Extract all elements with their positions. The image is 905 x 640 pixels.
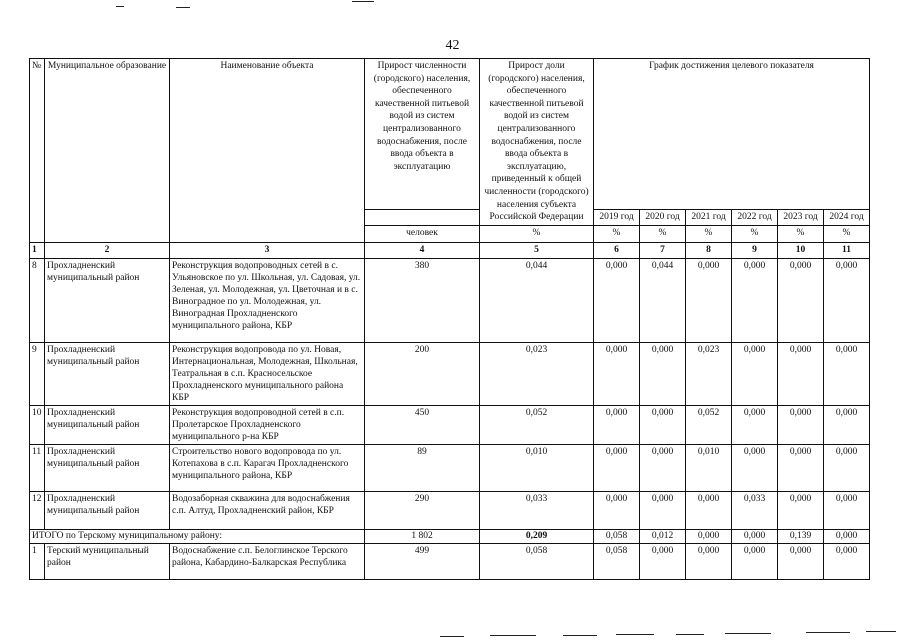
page-number: 42 [445, 38, 460, 53]
column-number: 4 [365, 243, 480, 259]
row-2022: 0,000 [732, 343, 778, 406]
row-municipality: Прохладненский муниципальный район [45, 445, 170, 492]
row-share: 0,033 [480, 492, 594, 530]
total-2020: 0,012 [640, 530, 686, 544]
year-header: 2022 год [732, 210, 778, 226]
unit-percent: % [640, 226, 686, 243]
row-people: 380 [365, 259, 480, 343]
total-2021: 0,000 [686, 530, 732, 544]
row-num: 1 [30, 544, 45, 580]
row-2023: 0,000 [778, 343, 824, 406]
row-2021: 0,010 [686, 445, 732, 492]
header-growth-population: Прирост численности (городского) населения, обеспеченного качественной питьевой водой из систем централизованного водоснабжения, после ввода объекта в эксплуатацию [365, 59, 480, 210]
row-people: 290 [365, 492, 480, 530]
unit-percent: % [480, 226, 594, 243]
row-2019: 0,000 [594, 259, 640, 343]
unit-people: человек [365, 226, 480, 243]
scan-artifact [352, 1, 374, 2]
scan-artifact [806, 632, 850, 633]
year-header: 2023 год [778, 210, 824, 226]
row-object: Водозаборная скважина для водоснабжения с.п. Алтуд, Прохладненский район, КБР [170, 492, 365, 530]
header-schedule: График достижения целевого показателя [594, 59, 870, 210]
table-row [30, 259, 870, 343]
scan-artifact [176, 7, 190, 8]
row-2020: 0,000 [640, 406, 686, 445]
row-object: Реконструкция водопроводной сетей в с.п. Пролетарское Прохладненского муниципального р-на КБР [170, 406, 365, 445]
row-2024: 0,000 [824, 492, 870, 530]
row-share: 0,058 [480, 544, 594, 580]
row-2023: 0,000 [778, 544, 824, 580]
row-2020: 0,000 [640, 544, 686, 580]
column-number: 9 [732, 243, 778, 259]
column-numbers-row [30, 243, 870, 259]
row-num: 11 [30, 445, 45, 492]
row-2022: 0,000 [732, 445, 778, 492]
header-row [30, 59, 870, 210]
total-row [30, 530, 870, 544]
row-2019: 0,000 [594, 406, 640, 445]
row-2020: 0,044 [640, 259, 686, 343]
total-2024: 0,000 [824, 530, 870, 544]
row-2023: 0,000 [778, 406, 824, 445]
row-object: Водоснабжение с.п. Белоглинское Терского района, Кабардино-Балкарская Республика [170, 544, 365, 580]
header-object: Наименование объекта [170, 59, 365, 243]
row-2022: 0,033 [732, 492, 778, 530]
row-2024: 0,000 [824, 445, 870, 492]
column-number: 7 [640, 243, 686, 259]
row-2019: 0,058 [594, 544, 640, 580]
row-num: 10 [30, 406, 45, 445]
row-people: 499 [365, 544, 480, 580]
row-2019: 0,000 [594, 492, 640, 530]
total-2019: 0,058 [594, 530, 640, 544]
row-2023: 0,000 [778, 259, 824, 343]
unit-percent: % [778, 226, 824, 243]
row-2023: 0,000 [778, 492, 824, 530]
row-municipality: Прохладненский муниципальный район [45, 259, 170, 343]
unit-percent: % [732, 226, 778, 243]
header-num: № [30, 59, 45, 243]
table-row [30, 492, 870, 530]
row-2021: 0,023 [686, 343, 732, 406]
row-2019: 0,000 [594, 343, 640, 406]
row-2020: 0,000 [640, 343, 686, 406]
row-2021: 0,000 [686, 492, 732, 530]
year-header: 2024 год [824, 210, 870, 226]
row-people: 450 [365, 406, 480, 445]
total-2023: 0,139 [778, 530, 824, 544]
table-row [30, 406, 870, 445]
total-share: 0,209 [480, 530, 594, 544]
row-share: 0,010 [480, 445, 594, 492]
unit-percent: % [686, 226, 732, 243]
row-share: 0,023 [480, 343, 594, 406]
scan-artifact [725, 633, 771, 634]
row-object: Строительство нового водопровода по ул. Котепахова в с.п. Карагач Прохладненского муниципального района, КБР [170, 445, 365, 492]
column-number: 6 [594, 243, 640, 259]
column-number: 3 [170, 243, 365, 259]
year-header: 2021 год [686, 210, 732, 226]
row-2022: 0,000 [732, 544, 778, 580]
row-2021: 0,000 [686, 259, 732, 343]
row-num: 9 [30, 343, 45, 406]
row-2024: 0,000 [824, 259, 870, 343]
scan-artifact [563, 635, 597, 636]
column-number: 2 [45, 243, 170, 259]
total-people: 1 802 [365, 530, 480, 544]
row-municipality: Прохладненский муниципальный район [45, 492, 170, 530]
column-number: 1 [30, 243, 45, 259]
row-object: Реконструкция водопроводных сетей в с. Ульяновское по ул. Школьная, ул. Садовая, ул. Зеленая, ул. Молодежная, ул. Цветочная и в с. Виноградное по ул. Молодежная, ул. Виноградная Прохладненского муниципального района, КБР [170, 259, 365, 343]
row-2022: 0,000 [732, 259, 778, 343]
row-people: 200 [365, 343, 480, 406]
year-header: 2019 год [594, 210, 640, 226]
unit-percent: % [824, 226, 870, 243]
row-object: Реконструкция водопровода по ул. Новая, Интернациональная, Молодежная, Школьная, Театральная в с.п. Красносельское Прохладненского муниципального района КБР [170, 343, 365, 406]
table-row [30, 544, 870, 580]
row-people: 89 [365, 445, 480, 492]
row-share: 0,044 [480, 259, 594, 343]
row-municipality: Терский муниципальный район [45, 544, 170, 580]
scan-artifact [616, 634, 654, 635]
row-share: 0,052 [480, 406, 594, 445]
header-growth-share: Прирост доли (городского) населения, обеспеченного качественной питьевой водой из систем централизованного водоснабжения, после ввода объекта в эксплуатацию, приведенный к общей численности (городского) населения субъекта Российской Федерации [480, 59, 594, 226]
row-municipality: Прохладненский муниципальный район [45, 343, 170, 406]
header-municipality: Муниципальное образование [45, 59, 170, 243]
row-num: 8 [30, 259, 45, 343]
row-2021: 0,052 [686, 406, 732, 445]
water-supply-table [29, 58, 870, 580]
row-2021: 0,000 [686, 544, 732, 580]
scan-artifact [866, 631, 896, 632]
column-number: 10 [778, 243, 824, 259]
row-2024: 0,000 [824, 406, 870, 445]
row-2022: 0,000 [732, 406, 778, 445]
row-2019: 0,000 [594, 445, 640, 492]
row-2024: 0,000 [824, 343, 870, 406]
scan-artifact [676, 634, 704, 635]
row-2023: 0,000 [778, 445, 824, 492]
year-header: 2020 год [640, 210, 686, 226]
total-2022: 0,000 [732, 530, 778, 544]
row-num: 12 [30, 492, 45, 530]
row-2020: 0,000 [640, 492, 686, 530]
total-label: ИТОГО по Терскому муниципальному району: [30, 530, 365, 544]
row-2020: 0,000 [640, 445, 686, 492]
row-municipality: Прохладненский муниципальный район [45, 406, 170, 445]
scan-artifact [440, 636, 464, 637]
scan-artifact [490, 635, 536, 636]
column-number: 11 [824, 243, 870, 259]
column-number: 5 [480, 243, 594, 259]
scan-artifact [116, 6, 124, 7]
table-row [30, 343, 870, 406]
unit-percent: % [594, 226, 640, 243]
table-row [30, 445, 870, 492]
column-number: 8 [686, 243, 732, 259]
row-2024: 0,000 [824, 544, 870, 580]
